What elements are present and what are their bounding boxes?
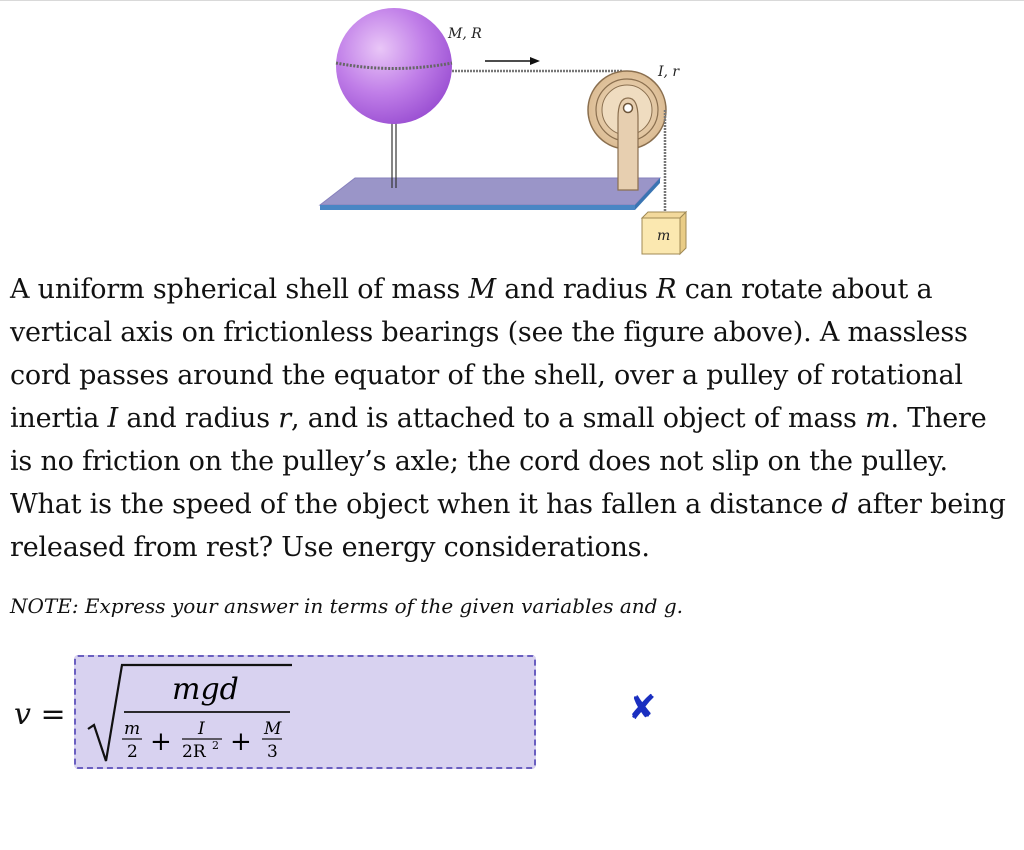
problem-text-5: , and is attached to a small object of mass (290, 403, 866, 434)
base-plate (320, 178, 660, 210)
answer-variable-label (14, 697, 66, 732)
var-I: I (107, 403, 118, 434)
term2-numerator: I (198, 719, 205, 739)
equals-sign: = (40, 697, 66, 732)
term2-exponent: 2 (212, 739, 219, 752)
problem-text-7: after being released from rest? Use energy considerations. (10, 489, 1006, 563)
answer-variable: v (14, 697, 31, 732)
answer-row (0, 655, 1024, 775)
problem-figure (300, 0, 720, 262)
numerator: mgd (172, 672, 239, 707)
pulley-label: I, r (658, 64, 680, 80)
var-d: d (831, 489, 849, 520)
problem-text-4: and radius (117, 403, 279, 434)
var-M: M (468, 274, 496, 305)
answer-note: NOTE: Express your answer in terms of the given variables and g. (10, 594, 683, 618)
term1-denominator: 2 (127, 742, 138, 762)
block-label: m (657, 228, 671, 244)
term1-numerator: m (124, 719, 141, 739)
problem-statement (10, 268, 1010, 569)
spherical-shell (336, 8, 452, 124)
problem-text-3: can rotate about a vertical axis on frictionless bearings (see the figure above). A massless cord passes around the equator of the shell, over a pulley of rotational inertia (10, 274, 968, 434)
shell-label: M, R (448, 26, 482, 42)
term2-denominator: 2R (182, 742, 206, 762)
hanging-block (642, 212, 686, 254)
plus-sign-2: + (230, 727, 252, 757)
problem-text-6: . There is no friction on the pulley’s axle; the cord does not slip on the pulley. What is the speed of the object when it has fallen a distance (10, 403, 987, 520)
motion-arrow (485, 57, 540, 65)
plus-sign-1: + (150, 727, 172, 757)
shell-pulley-diagram (300, 0, 720, 262)
problem-text-2: and radius (495, 274, 657, 305)
term3-numerator: M (264, 719, 282, 739)
var-r: r (278, 403, 291, 434)
answer-input-field[interactable] (74, 655, 536, 769)
problem-text-1: A uniform spherical shell of mass (10, 274, 469, 305)
term3-denominator: 3 (267, 742, 278, 762)
var-R: R (656, 274, 677, 305)
answer-formula (76, 657, 538, 771)
incorrect-x-icon: ✘ (628, 688, 657, 728)
pulley (588, 71, 666, 190)
var-m: m (865, 403, 891, 434)
